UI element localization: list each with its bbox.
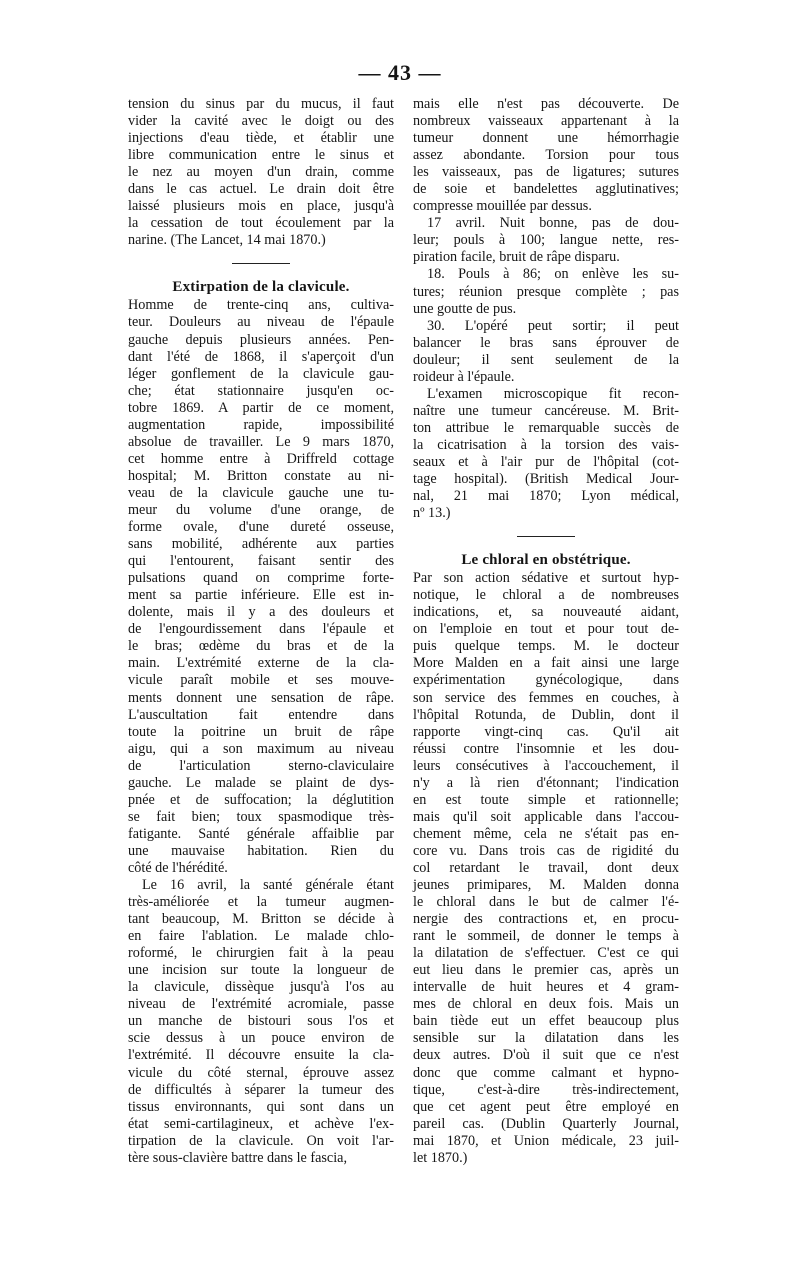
text-line: nal, 21 mai 1870; Lyon médical, (413, 488, 679, 505)
text-line: une mauvaise habitation. Rien du (128, 842, 394, 859)
text-line: les vaisseaux, pas de ligatures; sutures (413, 164, 679, 181)
text-line: 17 avril. Nuit bonne, pas de dou- (427, 215, 679, 232)
text-line: puis quelque temps. M. le docteur (413, 638, 679, 655)
text-line: l'hôpital Rotunda, de Dublin, dont il (413, 706, 679, 723)
text-line: piration facile, bruit de râpe disparu. (413, 249, 620, 266)
text-line: qui l'entourent, faisant sentir des (128, 553, 394, 570)
text-line: une goutte de pus. (413, 300, 517, 317)
text-line: notique, le chloral a de nombreuses (413, 587, 679, 604)
text-line: teur. Douleurs au niveau de l'épaule (128, 314, 394, 331)
text-line: sensible sur la dilatation dans les (413, 1030, 679, 1047)
text-line: L'examen microscopique fit recon- (427, 385, 679, 402)
text-line: vider la cavité avec le doigt ou des (128, 113, 394, 130)
text-line: aigu, qui a son maximum au niveau (128, 740, 394, 757)
text-line: l'extrémité. Il découvre ensuite la cla- (128, 1047, 394, 1064)
text-line: le bras; œdème du bras et de la (128, 638, 394, 655)
article-body-chloral (413, 570, 679, 1167)
text-line: toute la poitrine un bruit de râpe (128, 723, 394, 740)
text-line: dolente, mais il y a des douleurs et (128, 604, 394, 621)
text-line: absolue de travailler. Le 9 mars 1870, (128, 433, 394, 450)
text-line: donc que comme calmant et hypno- (413, 1064, 679, 1081)
text-line: douleur; il sent seulement de la (413, 351, 679, 368)
text-line: léger gonflement de la clavicule gau- (128, 365, 394, 382)
text-line: chement même, cela ne s'était pas en- (413, 825, 679, 842)
intro-paragraph (128, 96, 394, 249)
text-line: augmentation rapide, impossibilité (128, 416, 394, 433)
text-line: un manche de bistouri sous l'os et (128, 1013, 394, 1030)
text-line: vicule paraît mobile et ses mouve- (128, 672, 394, 689)
text-line: pulsations quand on comprime forte- (128, 570, 394, 587)
text-line: che; état stationnaire jusqu'en oc- (128, 382, 394, 399)
text-line: vicule du côté sternal, éprouve assez (128, 1064, 394, 1081)
text-line: mes de chloral en deux fois. Mais un (413, 996, 679, 1013)
text-line: forme ovale, d'une dureté osseuse, (128, 519, 394, 536)
text-line: fatigante. Santé générale affaiblie par (128, 825, 394, 842)
text-line: jeunes primipares, M. Malden donna (413, 877, 679, 894)
left-column (128, 96, 394, 1167)
text-line: que cet agent peut être employé en (413, 1098, 679, 1115)
text-line: tumeur donnent une hémorrhagie (413, 130, 679, 147)
text-line: tère sous-clavière battre dans le fascia, (128, 1149, 348, 1166)
text-line: la clavicule, dissèque jusqu'à l'os au (128, 979, 394, 996)
text-line: Par son action sédative et surtout hyp- (413, 570, 679, 587)
text-line: roformé, le chirurgien fait à la peau (128, 945, 394, 962)
text-line: intervalle de huit heures et 4 gram- (413, 979, 679, 996)
text-line: en est toute simple et rationnelle; (413, 791, 679, 808)
text-line: balancer le bras sans éprouver de (413, 334, 679, 351)
text-line: n'y a là rien d'étonnant; l'indication (413, 774, 679, 791)
text-line: nombreux vaisseaux appartenant à la (413, 113, 679, 130)
text-line: eut lieu dans le premier cas, après un (413, 962, 679, 979)
text-line: col retardant le travail, dont deux (413, 859, 679, 876)
text-line: indications, et, sa nouveauté aidant, (413, 604, 679, 621)
text-line: leur; pouls à 100; langue nette, res- (413, 232, 679, 249)
text-line: cet homme entre à Driffreld cottage (128, 450, 394, 467)
text-line: le chloral dans le but de calmer l'é- (413, 894, 679, 911)
text-line: 30. L'opéré peut sortir; il peut (427, 317, 679, 334)
text-line: mais qu'il soit applicable dans l'accou- (413, 808, 679, 825)
text-line: assez abondante. Torsion pour tous (413, 147, 679, 164)
text-line: tirpation de la clavicule. On voit l'ar- (128, 1132, 394, 1149)
text-line: rant le sommeil, de donner le temps à (413, 928, 679, 945)
text-line: scie dessus à un pouce environ de (128, 1030, 394, 1047)
text-line: deux autres. D'où il suit que ce n'est (413, 1047, 679, 1064)
text-line: de difficultés à séparer la tumeur des (128, 1081, 394, 1098)
text-line: laissé plusieurs mois en place, jusqu'à (128, 198, 394, 215)
text-line: narine. (The Lancet, 14 mai 1870.) (128, 232, 326, 249)
page-number: — 43 — (358, 60, 442, 85)
text-line: Le 16 avril, la santé générale étant (142, 877, 394, 894)
text-line: naître une tumeur cancéreuse. M. Brit- (413, 402, 679, 419)
text-line: seaux et à l'air pur de l'hôpital (cot- (413, 453, 679, 470)
text-line: rapporte vingt-cinq cas. Qu'il ait (413, 723, 679, 740)
text-line: main. L'extrémité externe de la cla- (128, 655, 394, 672)
text-line: let 1870.) (413, 1149, 468, 1166)
text-line: meur du volume d'une orange, de (128, 501, 394, 518)
section-divider (232, 263, 290, 264)
text-line: tage hospital). (British Medical Jour- (413, 471, 679, 488)
text-line: bain tiède eut un effet beaucoup plus (413, 1013, 679, 1030)
text-line: ton attribue le remarquable succès de (413, 419, 679, 436)
text-line: tures; réunion presque complète ; pas (413, 283, 679, 300)
text-line: très-améliorée et la tumeur augmen- (128, 894, 394, 911)
text-line: nergie des contractions et, en procu- (413, 911, 679, 928)
text-line: libre communication entre le sinus et (128, 147, 394, 164)
text-line: sans mobilité, adhérente aux parties (128, 536, 394, 553)
article-body-clavicule (128, 297, 394, 1166)
text-line: en faire l'ablation. Le malade chlo- (128, 928, 394, 945)
text-line: tant beaucoup, M. Britton se décide à (128, 911, 394, 928)
text-line: veau de la clavicule gauche une tu- (128, 484, 394, 501)
text-line: se fait bien; toux spasmodique très- (128, 808, 394, 825)
text-line: compresse mouillée par dessus. (413, 198, 592, 215)
text-line: dans le cas actuel. Le drain doit être (128, 181, 394, 198)
text-line: tobre 1869. A partir de ce moment, (128, 399, 394, 416)
right-column (413, 96, 679, 1167)
text-line: gauche. Le malade se plaint de dys- (128, 774, 394, 791)
text-line: de l'articulation sterno-claviculaire (128, 757, 394, 774)
article-title-clavicule: Extirpation de la clavicule. (172, 279, 350, 296)
text-line: pnée et de suffocation; la déglutition (128, 791, 394, 808)
text-line: son service des femmes en couches, à (413, 689, 679, 706)
text-line: niveau de l'extrémité acromiale, passe (128, 996, 394, 1013)
text-line: nº 13.) (413, 505, 451, 522)
text-line: état semi-cartilagineux, et achève l'ex- (128, 1115, 394, 1132)
text-line: mai 1870, et Union médicale, 23 juil- (413, 1132, 679, 1149)
text-line: pareil cas. (Dublin Quarterly Journal, (413, 1115, 679, 1132)
text-line: la cessation de tout écoulement par la (128, 215, 394, 232)
text-line: de l'engourdissement dans l'épaule et (128, 621, 394, 638)
text-line: réussi contre l'insomnie et les dou- (413, 740, 679, 757)
text-line: ment sa partie inférieure. Elle est in- (128, 587, 394, 604)
text-line: core vu. Dans trois cas de rigidité du (413, 842, 679, 859)
text-line: ments donnent une sensation de râpe. (128, 689, 394, 706)
text-line: leurs consécutives à l'accouchement, il (413, 757, 679, 774)
text-line: 18. Pouls à 86; on enlève les su- (427, 266, 679, 283)
text-line: hospital; M. Britton constate au ni- (128, 467, 394, 484)
text-line: on l'emploie en tout et pour tout de- (413, 621, 679, 638)
text-line: mais elle n'est pas découverte. De (413, 96, 679, 112)
text-line: la dilatation de s'effectuer. C'est ce qui (413, 945, 679, 962)
text-line: More Malden en a fait ainsi une large (413, 655, 679, 672)
text-line: côté de l'hérédité. (128, 859, 228, 876)
article-continuation (413, 96, 679, 522)
text-line: tension du sinus par du mucus, il faut (128, 96, 394, 112)
text-line: dant l'été de 1868, il s'aperçoit d'un (128, 348, 394, 365)
text-line: injections d'eau tiède, et établir une (128, 130, 394, 147)
article-title-chloral: Le chloral en obstétrique. (461, 552, 631, 569)
text-line: roideur à l'épaule. (413, 368, 515, 385)
text-line: tique, c'est-à-dire très-indirectement, (413, 1081, 679, 1098)
section-divider (517, 536, 575, 537)
text-line: L'auscultation fait entendre dans (128, 706, 394, 723)
text-line: la cicatrisation à la torsion des vais- (413, 436, 679, 453)
text-line: tissus environnants, qui sont dans un (128, 1098, 394, 1115)
text-line: Homme de trente-cinq ans, cultiva- (128, 297, 394, 314)
text-line: une incision sur toute la longueur de (128, 962, 394, 979)
text-line: gauche depuis plusieurs années. Pen- (128, 331, 394, 348)
text-line: de soie et bandelettes agglutinatives; (413, 181, 679, 198)
text-line: expérimentation gynécologique, dans (413, 672, 679, 689)
text-line: le nez au moyen d'un drain, comme (128, 164, 394, 181)
